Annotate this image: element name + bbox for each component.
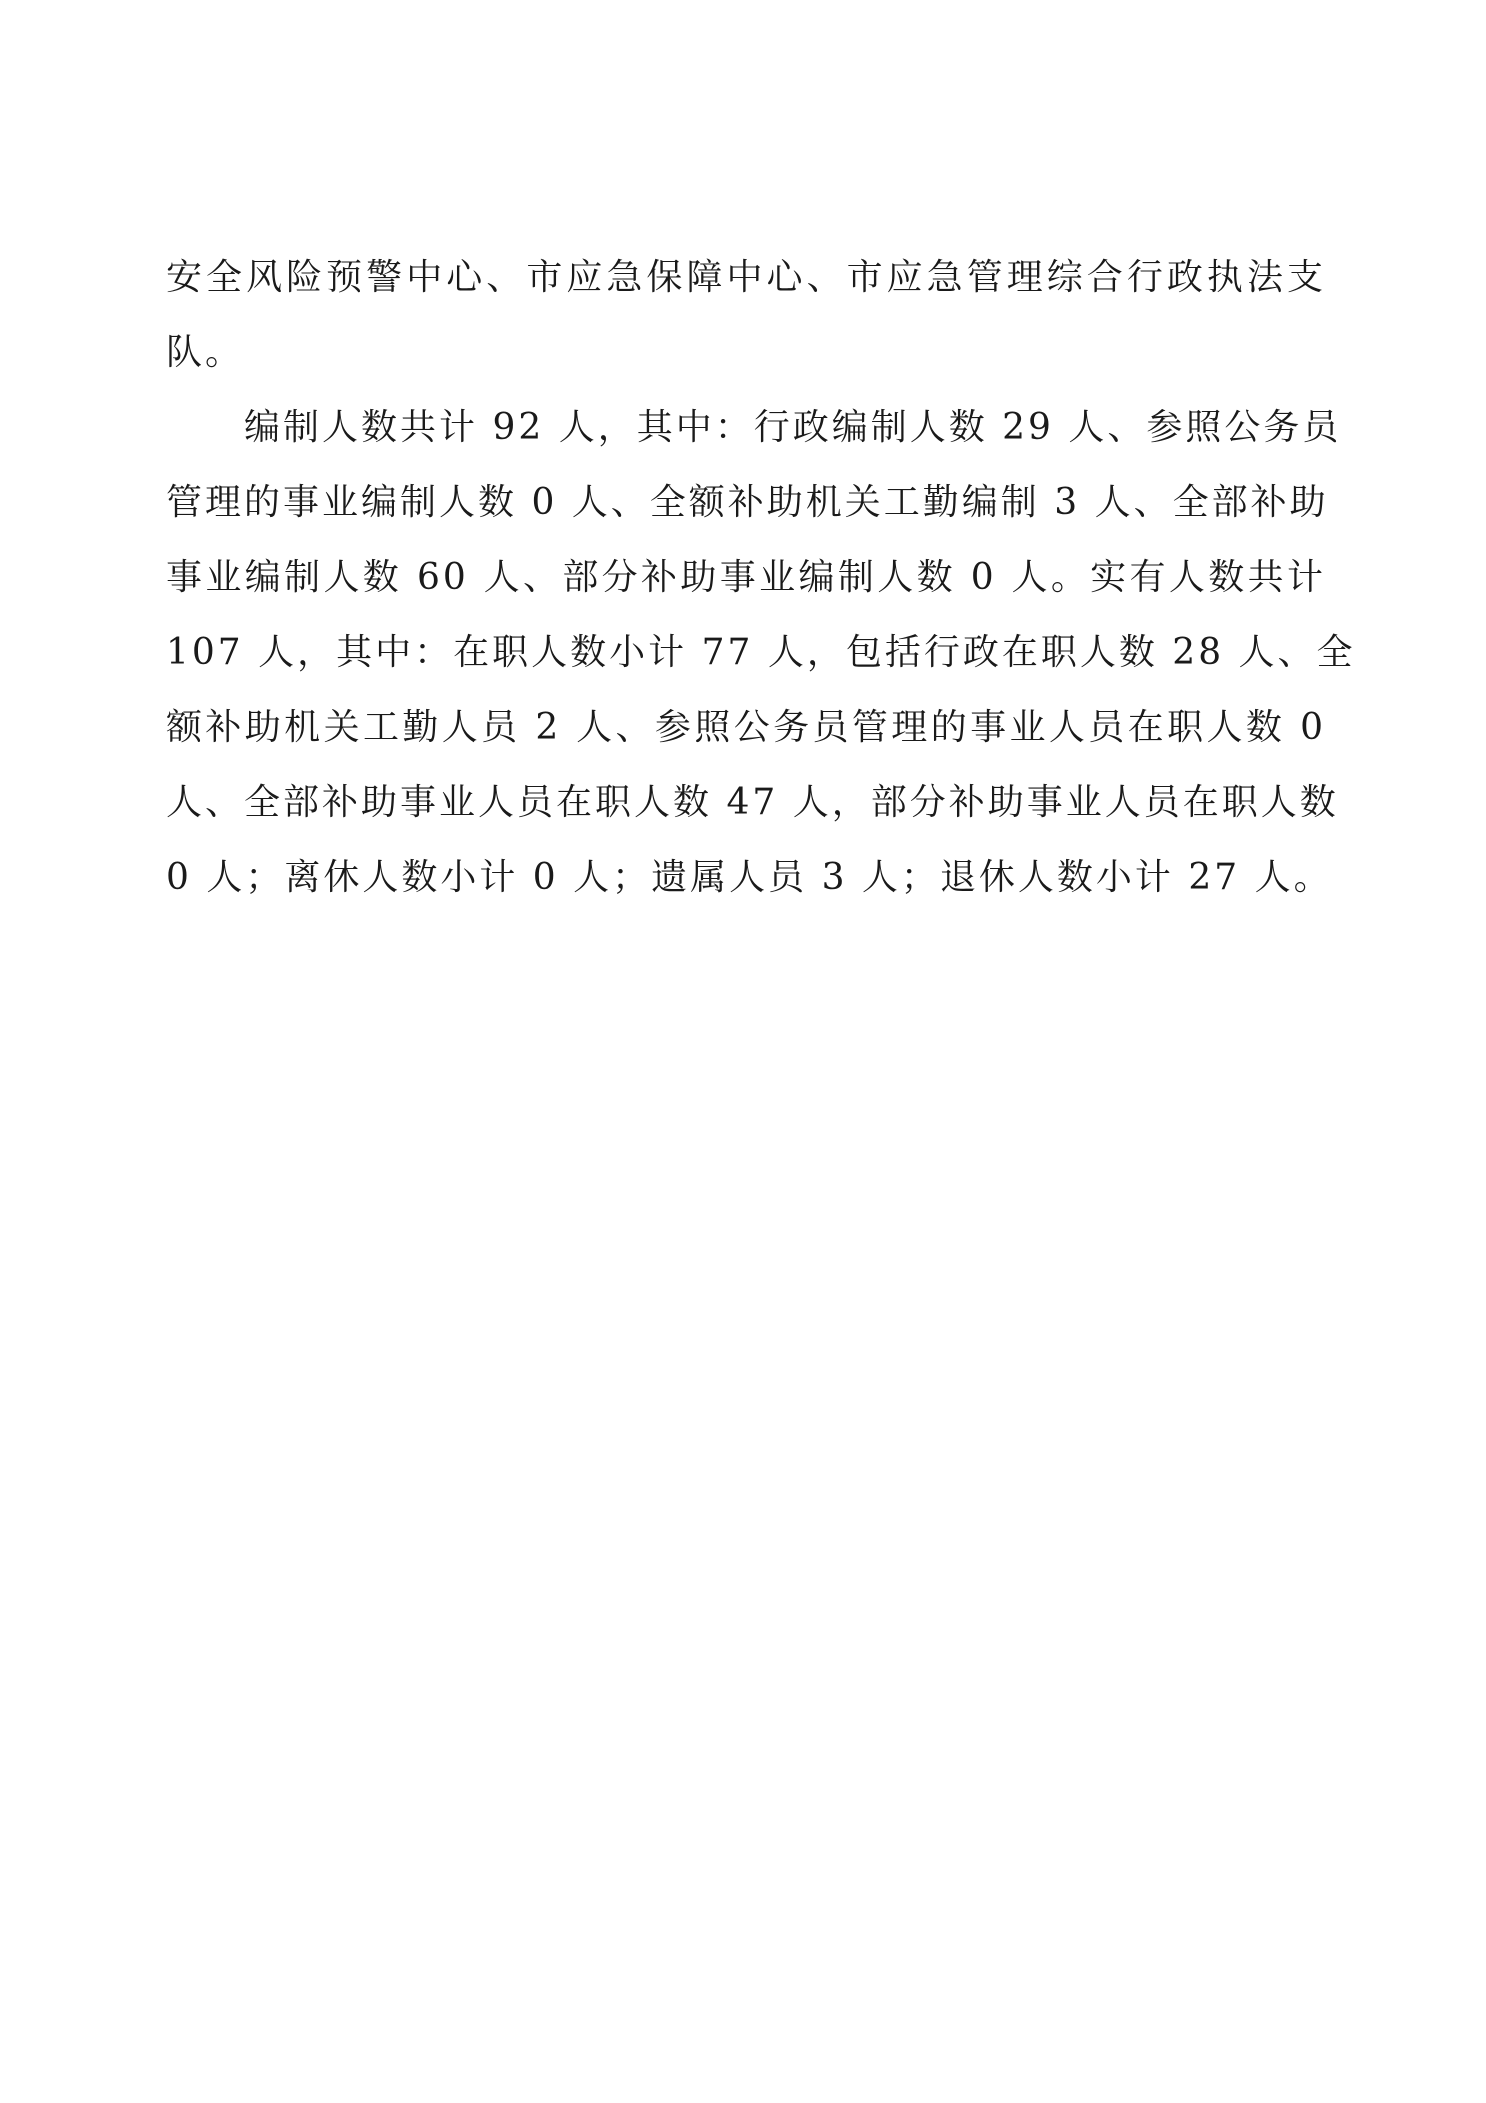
text-line-1: 安全风险预警中心、市应急保障中心、市应急管理综合行政执法支 bbox=[166, 257, 1326, 298]
text-line-4: 管理的事业编制人数 0 人、全额补助机关工勤编制 3 人、全部补助 bbox=[166, 482, 1329, 523]
text-line-3: 编制人数共计 92 人，其中：行政编制人数 29 人、参照公务员 bbox=[166, 407, 1342, 448]
text-line-2: 队。 bbox=[166, 332, 245, 373]
text-line-7: 额补助机关工勤人员 2 人、参照公务员管理的事业人员在职人数 0 bbox=[166, 707, 1326, 748]
text-line-9: 0 人；离休人数小计 0 人；遗属人员 3 人；退休人数小计 27 人。 bbox=[166, 857, 1333, 898]
text-line-6: 107 人，其中：在职人数小计 77 人，包括行政在职人数 28 人、全 bbox=[166, 632, 1356, 673]
text-line-8: 人、全部补助事业人员在职人数 47 人，部分补助事业人员在职人数 bbox=[166, 782, 1339, 823]
text-line-5: 事业编制人数 60 人、部分补助事业编制人数 0 人。实有人数共计 bbox=[166, 557, 1326, 598]
body-text bbox=[166, 240, 1356, 915]
